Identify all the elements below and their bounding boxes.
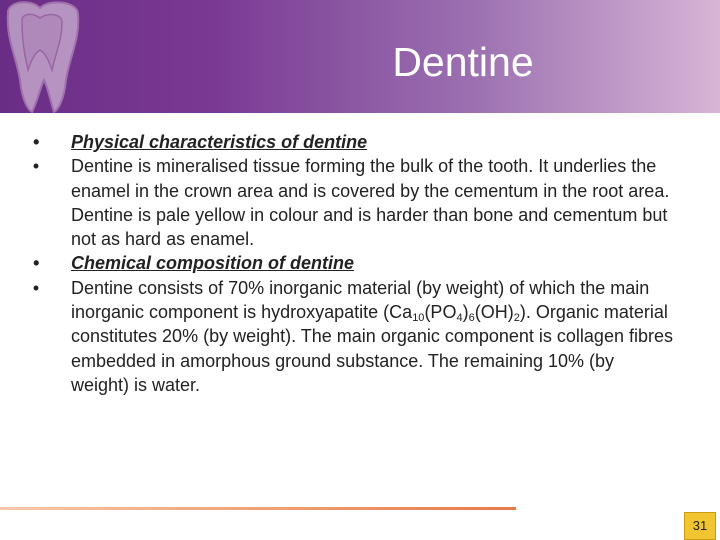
chem-text-before: Dentine consists of 70% inorganic material (by weight) of which the main inorganic component is hydroxyapatite (Ca [71,277,650,323]
list-item [26,130,676,154]
section-heading-physical: Physical characteristics of dentine [71,132,368,152]
physical-description: Dentine is mineralised tissue forming the bulk of the tooth. It underlies the enamel in the crown area and is covered by the cementum in the root area. Dentine is pale yellow in colour and is harder than bone and cementum but not as hard as enamel. [71,156,670,250]
list-item [26,276,676,397]
page-number-badge: 31 [684,512,716,540]
tooth-icon [0,0,96,113]
bullet-icon: • [32,156,40,177]
bullet-icon: • [32,132,40,152]
chem-sub-po: 4 [456,312,463,325]
chem-text-after: ). Organic material constitutes 20% (by weight). The main organic component is collagen fibres embedded in amorphous ground substance. The remaining 10% (by weight) is water. [71,302,673,395]
chemical-description [71,278,673,395]
chem-text-oh: (OH) [474,302,514,323]
chem-text-po: (PO [424,302,457,323]
chem-sub-oh: 2 [513,312,520,325]
slide-title: Dentine [392,39,534,85]
footer-divider [0,507,516,510]
chem-sub-ca: 10 [412,312,425,325]
slide-header [0,0,720,113]
section-heading-chemical: Chemical composition of dentine [71,253,355,274]
bullet-list [26,130,676,397]
chem-sub-group: 6 [468,312,475,325]
list-item [26,154,676,251]
bullet-icon: • [32,253,40,274]
chem-text-paren: ) [462,302,469,323]
list-item [26,251,676,275]
bullet-icon: • [32,277,40,298]
